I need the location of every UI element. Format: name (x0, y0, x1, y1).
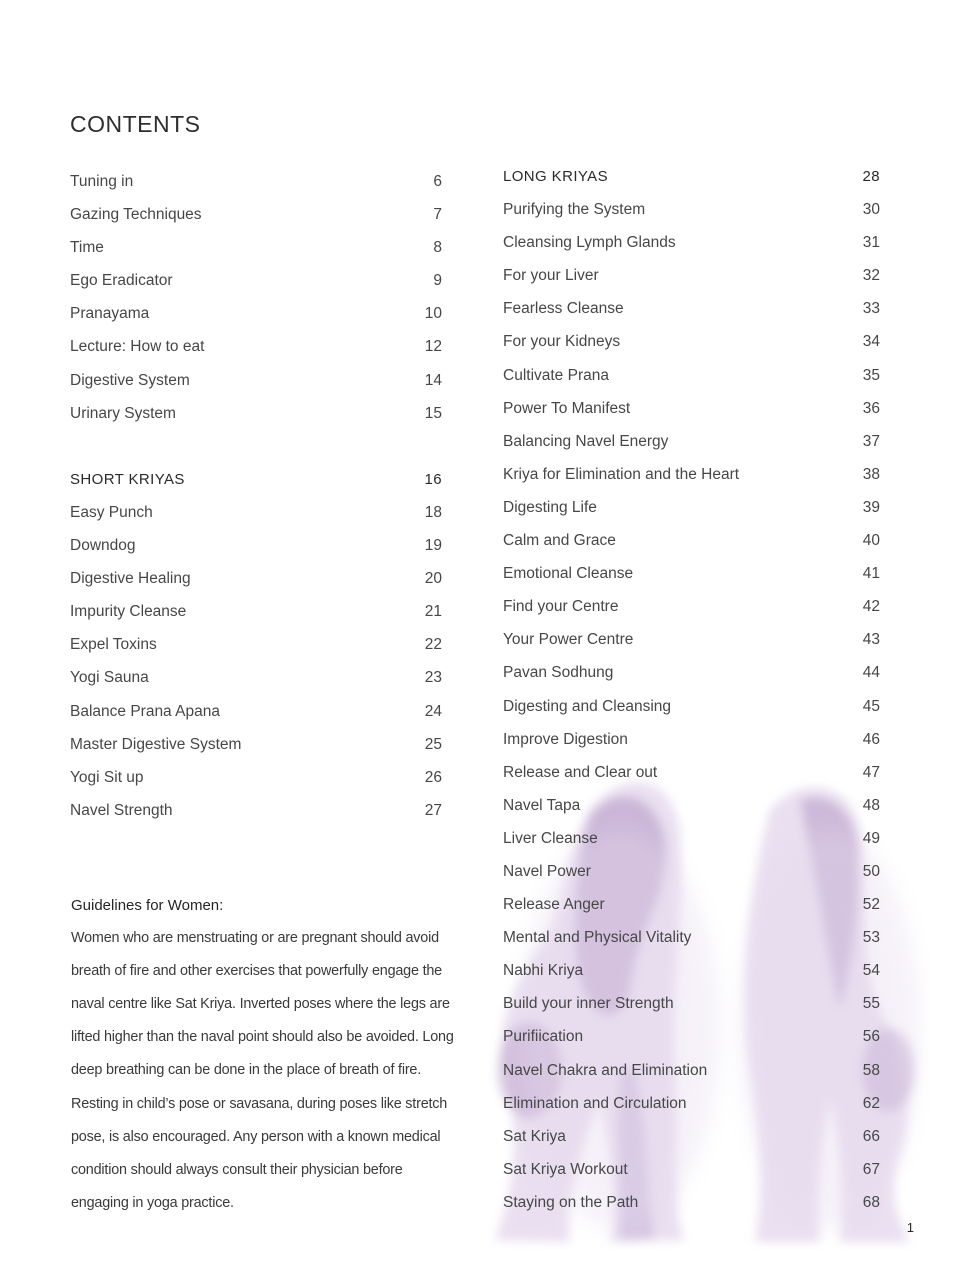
toc-entry-page: 18 (424, 503, 442, 521)
toc-entry-page: 19 (424, 537, 442, 555)
toc-entry-page: 38 (862, 465, 880, 483)
toc-entry-label: Impurity Cleanse (70, 603, 187, 621)
toc-entry-label: Navel Chakra and Elimination (503, 1061, 708, 1079)
toc-entry-page: 15 (424, 404, 442, 422)
toc-entry-page: 25 (424, 735, 442, 753)
toc-entry[interactable] (503, 1020, 880, 1053)
toc-entry-label: Purifying the System (503, 201, 646, 219)
toc-entry[interactable] (503, 789, 880, 822)
toc-entry[interactable] (70, 562, 442, 595)
toc-entry[interactable] (70, 364, 442, 397)
toc-entry[interactable] (70, 397, 442, 430)
toc-entry[interactable] (70, 297, 442, 330)
toc-section-page: 28 (862, 168, 880, 185)
toc-entry-label: Digesting and Cleansing (503, 697, 672, 715)
toc-entry-label: Navel Strength (70, 801, 173, 819)
guidelines-line: Resting in child’s pose or savasana, during poses like stretch (71, 1095, 448, 1112)
toc-entry-label: Cleansing Lymph Glands (503, 234, 676, 252)
toc-entry-page: 6 (433, 173, 442, 190)
toc-entry[interactable] (503, 954, 880, 987)
toc-right-column (503, 160, 880, 1219)
toc-entry-label: Calm and Grace (503, 532, 616, 550)
toc-entry-label: Liver Cleanse (503, 829, 598, 847)
toc-entry[interactable] (70, 165, 442, 198)
toc-entry[interactable] (503, 987, 880, 1020)
toc-spacer (70, 430, 442, 463)
toc-entry[interactable] (503, 921, 880, 954)
toc-entry-label: Find your Centre (503, 598, 619, 616)
toc-entry-label: Digestive Healing (70, 570, 191, 588)
toc-entry-label: Master Digestive System (70, 735, 242, 753)
toc-entry-label: Balance Prana Apana (70, 702, 220, 720)
toc-entry-label: Urinary System (70, 404, 176, 422)
toc-entry-label: Release Anger (503, 896, 605, 914)
toc-entry[interactable] (503, 325, 880, 358)
guidelines-heading: Guidelines for Women: (71, 897, 224, 914)
toc-entry-label: Cultivate Prana (503, 366, 609, 384)
toc-entry-page: 12 (424, 338, 442, 356)
toc-entry-page: 10 (424, 305, 442, 323)
toc-entry-label: Emotional Cleanse (503, 565, 634, 583)
toc-entry-page: 37 (862, 432, 880, 450)
toc-entry-label: Ego Eradicator (70, 272, 173, 290)
toc-entry[interactable] (70, 695, 442, 728)
guidelines-line: deep breathing can be done in the place of breath of fire. (71, 1062, 422, 1079)
toc-section-label: SHORT KRIYAS (70, 470, 185, 488)
toc-entry-page: 58 (862, 1061, 880, 1079)
toc-entry-label: Downdog (70, 537, 136, 555)
toc-entry[interactable] (70, 728, 442, 761)
toc-entry-page: 33 (862, 300, 880, 318)
toc-entry-page: 34 (862, 333, 880, 351)
toc-entry-page: 42 (862, 598, 880, 616)
toc-entry-label: For your Liver (503, 267, 599, 285)
guidelines-line: Women who are menstruating or are pregnant should avoid (71, 930, 439, 947)
toc-entry-page: 67 (862, 1160, 880, 1178)
toc-entry-page: 9 (433, 272, 442, 290)
toc-entry[interactable] (503, 822, 880, 855)
toc-entry[interactable] (503, 226, 880, 259)
toc-entry-page: 56 (862, 1028, 880, 1046)
toc-entry-page: 35 (862, 366, 880, 384)
toc-entry-page: 24 (424, 702, 442, 720)
toc-entry-page: 23 (424, 669, 442, 687)
toc-entry-page: 40 (862, 532, 880, 550)
toc-entry[interactable] (503, 491, 880, 524)
toc-entry-page: 62 (862, 1094, 880, 1112)
toc-entry-label: Pavan Sodhung (503, 664, 614, 682)
toc-entry[interactable] (70, 264, 442, 297)
toc-entry-page: 66 (862, 1127, 880, 1145)
guidelines-line: pose, is also encouraged. Any person with a known medical (71, 1128, 441, 1145)
toc-entry-page: 43 (862, 631, 880, 649)
toc-entry[interactable] (503, 590, 880, 623)
toc-entry[interactable] (70, 794, 442, 827)
toc-entry[interactable] (503, 524, 880, 557)
toc-entry-page: 21 (424, 603, 442, 621)
toc-entry-page: 44 (862, 664, 880, 682)
toc-entry-page: 39 (862, 498, 880, 516)
toc-entry-label: Digestive System (70, 371, 190, 389)
toc-entry[interactable] (503, 656, 880, 689)
toc-entry-page: 46 (862, 730, 880, 748)
toc-entry[interactable] (503, 1054, 880, 1087)
toc-entry-page: 41 (862, 565, 880, 583)
toc-entry-page: 8 (433, 239, 442, 257)
toc-entry-page: 20 (424, 570, 442, 588)
toc-entry-label: Pranayama (70, 305, 150, 323)
toc-section-page: 16 (424, 470, 442, 488)
guidelines-for-women (71, 889, 481, 1220)
toc-entry-page: 26 (424, 768, 442, 786)
toc-entry-label: Your Power Centre (503, 631, 634, 649)
page-title: CONTENTS (70, 111, 201, 138)
toc-entry-label: Yogi Sauna (70, 669, 149, 687)
toc-entry[interactable] (503, 690, 880, 723)
toc-entry-label: Easy Punch (70, 503, 153, 521)
toc-entry[interactable] (503, 855, 880, 888)
toc-entry-label: Mental and Physical Vitality (503, 929, 692, 947)
toc-entry-label: Yogi Sit up (70, 768, 144, 786)
toc-entry[interactable] (503, 1153, 880, 1186)
toc-entry-page: 55 (862, 995, 880, 1013)
toc-entry-label: Build your inner Strength (503, 995, 674, 1013)
toc-entry-label: Sat Kriya Workout (503, 1160, 628, 1178)
toc-entry-label: Navel Power (503, 862, 591, 880)
toc-entry-label: Time (70, 239, 104, 257)
toc-entry[interactable] (70, 661, 442, 694)
toc-entry-label: Navel Tapa (503, 796, 581, 814)
toc-entry-page: 47 (862, 763, 880, 781)
toc-section-heading-long-kriyas[interactable] (503, 160, 880, 193)
toc-entry-page: 27 (424, 801, 442, 819)
toc-entry-label: For your Kidneys (503, 333, 621, 351)
toc-entry[interactable] (503, 259, 880, 292)
toc-entry-page: 22 (424, 636, 442, 654)
toc-entry[interactable] (503, 359, 880, 392)
toc-entry-page: 49 (862, 829, 880, 847)
toc-entry[interactable] (503, 292, 880, 325)
guidelines-line: engaging in yoga practice. (71, 1194, 234, 1211)
toc-entry-label: Tuning in (70, 173, 134, 190)
toc-entry[interactable] (503, 1120, 880, 1153)
toc-entry-page: 36 (862, 399, 880, 417)
toc-entry[interactable] (70, 628, 442, 661)
toc-entry-label: Staying on the Path (503, 1193, 639, 1211)
toc-entry[interactable] (70, 198, 442, 231)
toc-entry-page: 7 (433, 206, 442, 224)
toc-entry-label: Digesting Life (503, 498, 597, 516)
toc-entry-label: Kriya for Elimination and the Heart (503, 465, 740, 483)
toc-entry-page: 30 (862, 201, 880, 219)
toc-entry[interactable] (70, 330, 442, 363)
toc-entry-label: Elimination and Circulation (503, 1094, 687, 1112)
toc-entry[interactable] (503, 888, 880, 921)
toc-section-heading-short-kriyas[interactable] (70, 463, 442, 496)
toc-entry-label: Release and Clear out (503, 763, 658, 781)
toc-entry-page: 31 (862, 234, 880, 252)
toc-entry[interactable] (503, 392, 880, 425)
toc-entry[interactable] (503, 1186, 880, 1219)
toc-entry[interactable] (503, 623, 880, 656)
toc-entry-page: 48 (862, 796, 880, 814)
toc-entry[interactable] (70, 231, 442, 264)
guidelines-line: breath of fire and other exercises that powerfully engage the (71, 963, 442, 980)
toc-entry-label: Gazing Techniques (70, 206, 202, 224)
toc-section-label: LONG KRIYAS (503, 168, 608, 185)
toc-entry[interactable] (503, 458, 880, 491)
toc-left-column (70, 165, 442, 827)
toc-entry[interactable] (503, 723, 880, 756)
toc-entry-label: Fearless Cleanse (503, 300, 624, 318)
toc-entry-page: 52 (862, 896, 880, 914)
toc-entry-label: Expel Toxins (70, 636, 157, 654)
toc-entry-label: Lecture: How to eat (70, 338, 205, 356)
guidelines-line: lifted higher than the naval point should also be avoided. Long (71, 1029, 454, 1046)
toc-entry-page: 53 (862, 929, 880, 947)
toc-entry-page: 14 (424, 371, 442, 389)
page-number: 1 (906, 1220, 914, 1235)
guidelines-body (71, 922, 481, 1220)
toc-entry-page: 54 (862, 962, 880, 980)
toc-entry[interactable] (503, 193, 880, 226)
toc-entry-label: Purifiication (503, 1028, 584, 1046)
toc-entry-label: Balancing Navel Energy (503, 432, 669, 450)
toc-entry[interactable] (70, 761, 442, 794)
toc-entry-label: Power To Manifest (503, 399, 631, 417)
toc-entry-page: 50 (862, 862, 880, 880)
toc-entry-label: Sat Kriya (503, 1127, 566, 1145)
toc-entry-page: 68 (862, 1193, 880, 1211)
toc-entry-label: Nabhi Kriya (503, 962, 584, 980)
guidelines-line: condition should always consult their physician before (71, 1161, 403, 1178)
toc-entry[interactable] (70, 496, 442, 529)
guidelines-line: naval centre like Sat Kriya. Inverted poses where the legs are (71, 996, 450, 1013)
toc-entry[interactable] (70, 595, 442, 628)
toc-entry[interactable] (503, 1087, 880, 1120)
toc-entry-page: 32 (862, 267, 880, 285)
toc-entry[interactable] (70, 529, 442, 562)
toc-entry[interactable] (503, 756, 880, 789)
toc-entry-page: 45 (862, 697, 880, 715)
toc-entry[interactable] (503, 557, 880, 590)
toc-entry[interactable] (503, 425, 880, 458)
toc-entry-label: Improve Digestion (503, 730, 628, 748)
